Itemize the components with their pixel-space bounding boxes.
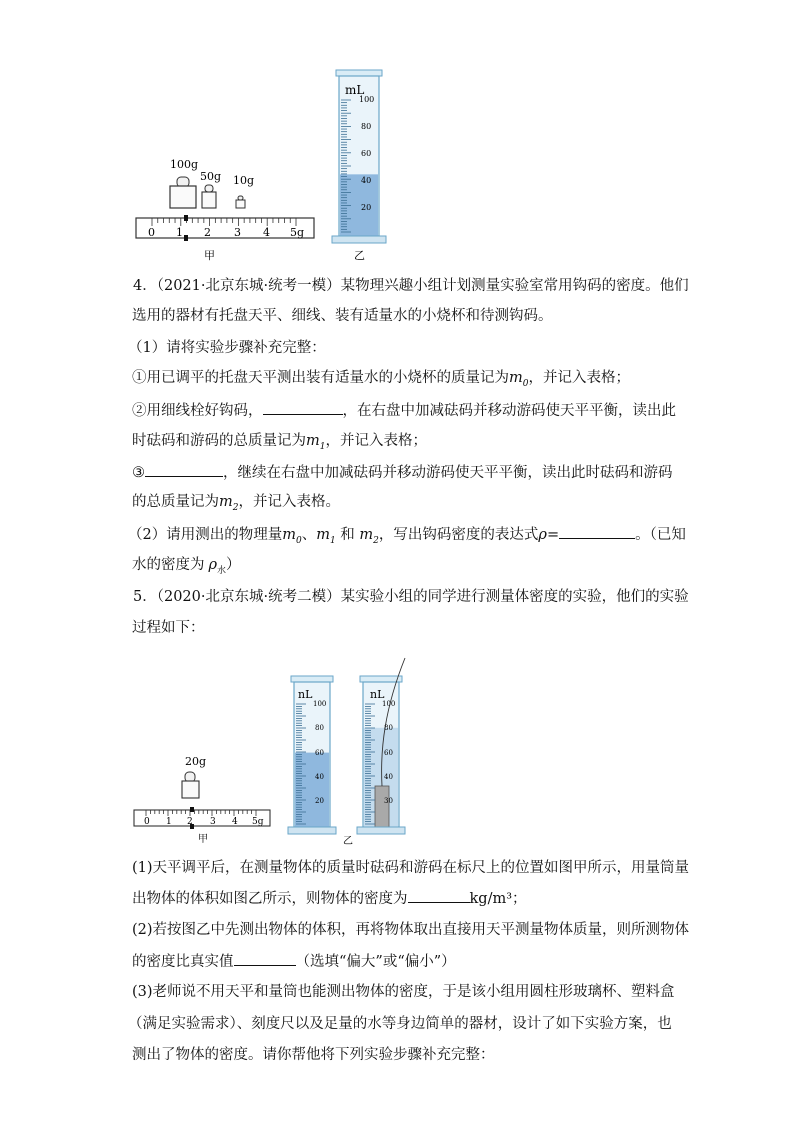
var-m2-sub: 2 xyxy=(232,502,239,513)
var-m2: m xyxy=(219,494,233,510)
part2-m0: m xyxy=(282,527,296,543)
q4-step3-text-a: ③ xyxy=(132,465,145,481)
label-yi-2: 乙 xyxy=(343,836,353,847)
q4-step2-text-c: 时砝码和游码的总质量记为 xyxy=(132,433,306,449)
cyl3-label-40: 40 xyxy=(384,773,393,781)
q4-step1-text-b: ，并记入表格； xyxy=(528,370,630,386)
q4-step3 xyxy=(132,462,692,483)
q4-step2-cont xyxy=(132,431,692,457)
rho-water: ρ xyxy=(208,557,218,573)
q4-step2-text-d: ，并记入表格； xyxy=(325,433,427,449)
cyl3-label-60: 60 xyxy=(384,749,393,757)
q4-part2 xyxy=(128,524,688,551)
q5-p2-text-c: （选填“偏大”或“偏小”） xyxy=(295,954,456,970)
cyl-label-20: 20 xyxy=(361,203,372,212)
q4-part2-text-b: 、 xyxy=(301,527,317,543)
balance-ruler xyxy=(136,215,314,241)
q4-part2-equals: = xyxy=(546,527,560,543)
q4-part2-text-c: 和 xyxy=(335,527,360,543)
ruler-tick-0: 0 xyxy=(148,226,155,239)
figure-balance-and-two-cylinders xyxy=(130,648,430,848)
cyl3-label-30: 30 xyxy=(384,797,393,805)
cylinder-unit: mL xyxy=(345,83,365,97)
q4-density-blank[interactable] xyxy=(559,524,635,539)
q4-intro-1: 4．（2021·北京东城·统考一模）某物理兴趣小组计划测量实验室常用钩码的密度。他们 xyxy=(133,278,689,294)
part2-m0-sub: 0 xyxy=(295,535,302,546)
cyl-label-100: 100 xyxy=(359,95,375,104)
q4-part2-text-g: 水的密度为 xyxy=(132,557,205,573)
q4-step3-blank[interactable] xyxy=(145,462,223,477)
rho-water-sub: 水 xyxy=(217,565,227,576)
var-m1-sub: 1 xyxy=(319,441,326,452)
q5-p2-line2 xyxy=(132,951,692,972)
var-m0: m xyxy=(509,370,523,386)
q5-p2-text-b: 的密度比真实值 xyxy=(132,954,234,970)
ruler-tick-5g: 5g xyxy=(290,226,305,239)
q4-step3-text-d: ，并记入表格。 xyxy=(238,494,340,510)
ruler-tick-1: 1 xyxy=(176,226,183,239)
q4-step1-text-a: ①用已调平的托盘天平测出装有适量水的小烧杯的质量记为 xyxy=(132,370,509,386)
q4-part2-text-i: ） xyxy=(226,557,241,573)
ruler2-tick-3: 3 xyxy=(210,817,216,827)
q4-part2-text-f: 。（已知 xyxy=(635,527,686,543)
q5-p2-line1: (2)若按图乙中先测出物体的体积，再将物体取出直接用天平测量物体质量，则所测物体 xyxy=(132,922,690,938)
part2-m1: m xyxy=(316,527,330,543)
q5-p3-line3: 测出了物体的密度。请你帮他将下列实验步骤补充完整： xyxy=(132,1047,495,1063)
weight-label-20g: 20g xyxy=(185,755,207,768)
label-jia: 甲 xyxy=(204,249,215,262)
cyl2-label-80: 80 xyxy=(315,724,324,732)
q4-step3-text-b: ，继续在右盘中加减砝码并移动游码使天平平衡，读出此时砝码和游码 xyxy=(223,465,673,481)
q5-p1-text-b: 出物体的体积如图乙所示，则物体的密度为 xyxy=(132,891,408,907)
cylinder-left xyxy=(288,676,336,834)
cyl3-label-80: 80 xyxy=(384,724,393,732)
q5-density-blank[interactable] xyxy=(408,888,470,903)
label-yi: 乙 xyxy=(354,249,365,262)
ruler2-tick-4: 4 xyxy=(232,817,238,827)
weight-20g xyxy=(182,755,206,798)
cylinder-right xyxy=(357,658,405,834)
q4-step2-blank[interactable] xyxy=(263,400,343,415)
var-m0-sub: 0 xyxy=(522,378,529,389)
q4-step2-text-b: ，在右盘中加减砝码并移动游码使天平平衡，读出此 xyxy=(342,403,676,419)
q4-part2-text-a: （2）请用测出的物理量 xyxy=(128,527,283,543)
label-jia-2: 甲 xyxy=(198,834,208,845)
cyl3-label-100: 100 xyxy=(382,700,396,708)
cyl-label-80: 80 xyxy=(361,122,372,131)
q4-step2-text-a: ②用细线栓好钩码， xyxy=(132,403,263,419)
ruler-tick-4: 4 xyxy=(263,226,270,239)
q5-p3-line2: （满足实验需求）、刻度尺以及足量的水等身边简单的器材，设计了如下实验方案，也 xyxy=(128,1016,672,1032)
weight-100g xyxy=(170,158,198,208)
q5-compare-blank[interactable] xyxy=(234,951,296,966)
ruler-tick-3: 3 xyxy=(234,226,241,239)
ruler-tick-2: 2 xyxy=(204,226,211,239)
q4-intro-2: 选用的器材有托盘天平、细线、装有适量水的小烧杯和待测钩码。 xyxy=(132,308,553,324)
cyl2-unit: nL xyxy=(298,688,313,701)
balance-ruler-2 xyxy=(134,807,270,829)
cyl-label-40: 40 xyxy=(361,176,372,185)
weight-10g xyxy=(233,174,254,208)
q4-step2 xyxy=(132,400,692,421)
part2-m2-sub: 2 xyxy=(373,535,379,546)
ruler2-tick-5g: 5g xyxy=(252,817,264,827)
q4-part1: （1）请将实验步骤补充完整： xyxy=(128,340,326,356)
part2-m2: m xyxy=(359,527,374,543)
graduated-cylinder xyxy=(332,70,386,243)
q4-part2-text-d: ，写出钩码密度的表达式 xyxy=(378,527,539,543)
cyl3-unit: nL xyxy=(370,688,385,701)
q4-part2-cont xyxy=(132,555,692,581)
figure-balance-and-cylinder xyxy=(130,62,390,267)
cyl2-label-60: 60 xyxy=(315,749,324,757)
submerged-object xyxy=(375,786,389,827)
weight-label-10g: 10g xyxy=(233,174,255,187)
q5-intro-1: 5．（2020·北京东城·统考二模）某实验小组的同学进行测量体密度的实验，他们的实验 xyxy=(133,589,689,605)
var-m1: m xyxy=(306,433,320,449)
weight-label-50g: 50g xyxy=(200,170,222,183)
ruler2-tick-0: 0 xyxy=(144,817,150,827)
cyl2-label-100: 100 xyxy=(313,700,327,708)
cyl-label-60: 60 xyxy=(361,149,372,158)
q4-step1 xyxy=(132,368,692,394)
cyl2-label-40: 40 xyxy=(315,773,324,781)
q5-p1-unit: kg/m³； xyxy=(469,891,527,907)
q5-p1-line1: (1)天平调平后，在测量物体的质量时砝码和游码在标尺上的位置如图甲所示，用量筒量 xyxy=(132,860,690,876)
ruler2-tick-1: 1 xyxy=(166,817,172,827)
q5-p3-line1: (3)老师说不用天平和量筒也能测出物体的密度，于是该小组用圆柱形玻璃杯、塑料盒 xyxy=(132,984,675,1000)
q5-intro-2: 过程如下： xyxy=(132,620,205,636)
ruler2-tick-2: 2 xyxy=(187,817,193,827)
part2-m1-sub: 1 xyxy=(329,535,336,546)
q4-step3-text-c: 的总质量记为 xyxy=(132,494,219,510)
q4-step3-cont xyxy=(132,492,692,518)
cyl2-label-20: 20 xyxy=(315,797,324,805)
q5-p1-line2 xyxy=(132,888,692,909)
weight-50g xyxy=(200,170,221,208)
weight-label-100g: 100g xyxy=(170,158,199,171)
rho-symbol: ρ xyxy=(538,527,547,543)
